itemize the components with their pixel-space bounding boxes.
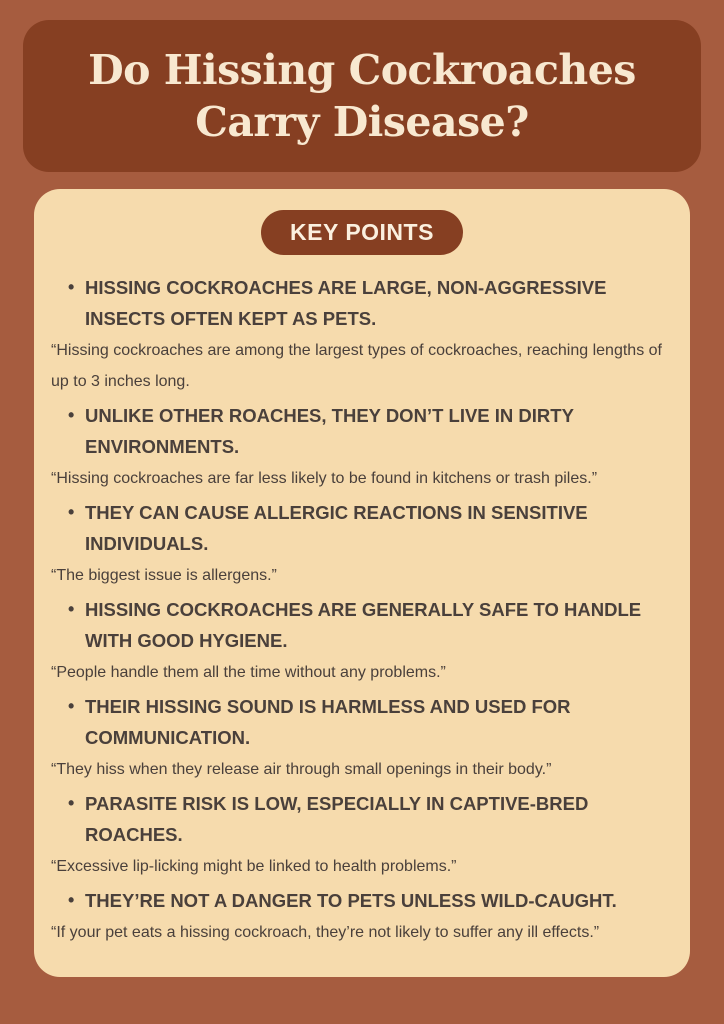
key-points-badge: KEY POINTS [261,210,463,255]
title-line-2: Carry Disease? [195,98,529,146]
key-point-quote: “They hiss when they release air through small openings in their body.” [51,761,552,778]
key-point-item [34,788,690,882]
key-point-quote: “Excessive lip-licking might be linked to health problems.” [51,858,457,875]
bullet-icon: • [68,696,75,716]
key-point-heading-text: UNLIKE OTHER ROACHES, THEY DON’T LIVE IN DIRTY ENVIRONMENTS. [85,405,574,457]
title-line-1: Do Hissing Cockroaches [88,46,636,94]
key-point-heading-text: THEY’RE NOT A DANGER TO PETS UNLESS WILD-CAUGHT. [85,890,617,911]
key-point-heading [68,497,670,559]
key-point-item [34,885,690,948]
page-title [88,44,636,148]
key-point-item [34,497,690,591]
key-points-card [34,189,690,977]
key-point-item [34,594,690,688]
key-point-heading-text: THEY CAN CAUSE ALLERGIC REACTIONS IN SENSITIVE INDIVIDUALS. [85,502,588,554]
bullet-icon: • [68,890,75,910]
key-point-heading [68,788,670,850]
key-point-heading-text: HISSING COCKROACHES ARE LARGE, NON-AGGRESSIVE INSECTS OFTEN KEPT AS PETS. [85,277,607,329]
key-point-item [34,272,690,397]
bullet-icon: • [68,599,75,619]
key-point-quote: “If your pet eats a hissing cockroach, they’re not likely to suffer any ill effects.” [51,924,600,941]
title-banner [23,20,701,172]
key-point-item [34,691,690,785]
key-point-heading [68,272,670,334]
bullet-icon: • [68,277,75,297]
key-point-quote: “People handle them all the time without any problems.” [51,664,446,681]
key-point-quote: “Hissing cockroaches are far less likely to be found in kitchens or trash piles.” [51,470,598,487]
key-point-heading-text: HISSING COCKROACHES ARE GENERALLY SAFE TO HANDLE WITH GOOD HYGIENE. [85,599,642,651]
key-point-quote: “The biggest issue is allergens.” [51,567,277,584]
key-points-list [34,272,690,951]
key-point-heading-text: THEIR HISSING SOUND IS HARMLESS AND USED FOR COMMUNICATION. [85,696,571,748]
bullet-icon: • [68,405,75,425]
key-point-item [34,400,690,494]
key-point-heading [68,400,670,462]
key-point-heading [68,594,670,656]
key-point-heading [68,885,670,916]
bullet-icon: • [68,502,75,522]
key-point-heading-text: PARASITE RISK IS LOW, ESPECIALLY IN CAPTIVE-BRED ROACHES. [85,793,589,845]
key-point-quote: “Hissing cockroaches are among the largest types of cockroaches, reaching lengths of up to 3 inches long. [51,342,662,390]
bullet-icon: • [68,793,75,813]
key-point-heading [68,691,670,753]
